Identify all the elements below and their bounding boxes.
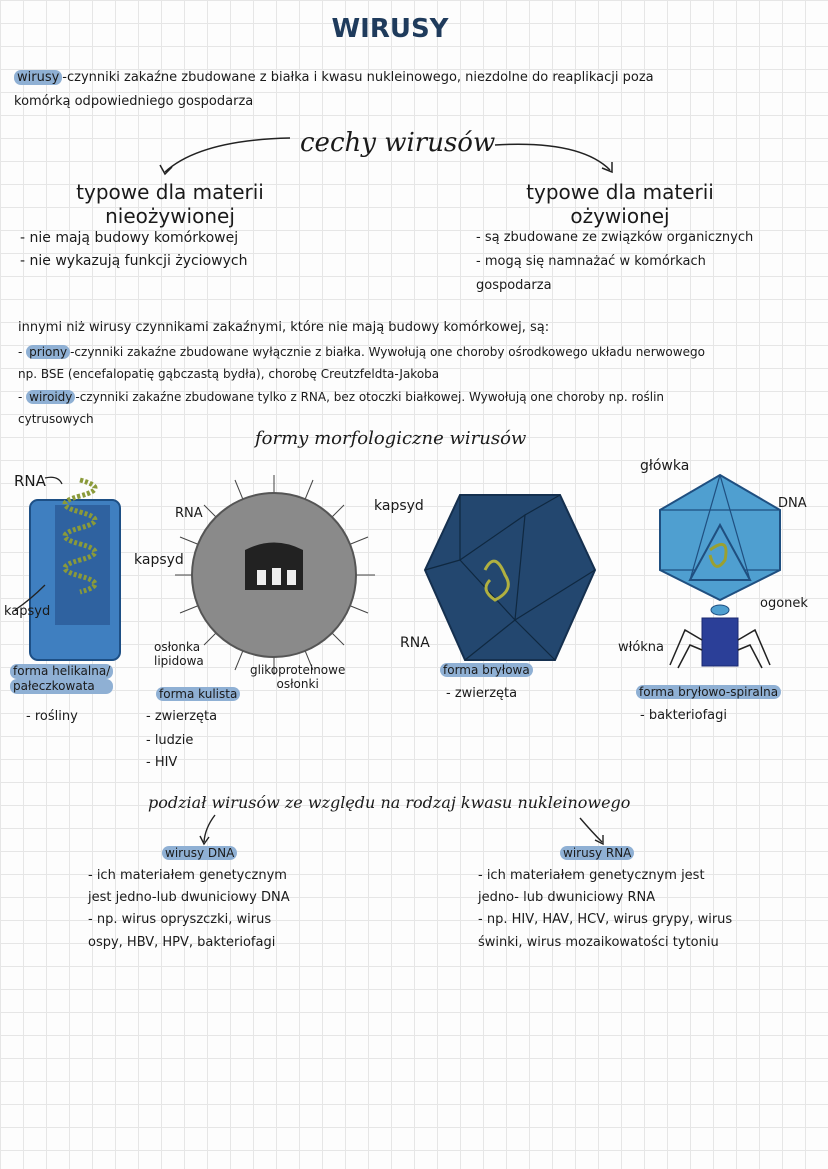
term-highlight: wirusy: [14, 70, 62, 85]
definition-line2: komórką odpowiedniego gospodarza: [14, 94, 254, 109]
envelope-line1: osłonka: [154, 640, 201, 654]
polyhedral-host: - zwierzęta: [446, 686, 518, 701]
page-title: WIRUSY: [331, 14, 449, 44]
glyco-line1: glikoproteinowe: [250, 663, 346, 677]
head-label: główka: [640, 458, 690, 474]
priony-line: - priony -czynniki zakaźne zbudowane wyłącznie z białka. Wywołują one choroby ośrodkowego układu nerwowego: [18, 345, 705, 359]
spherical-host: - ludzie: [146, 733, 194, 748]
dna-viruses-label: [162, 846, 237, 860]
helical-form-line2: pałeczkowata: [10, 679, 113, 694]
dna-line: - ich materiałem genetycznym: [88, 868, 287, 883]
right-heading-line1: typowe dla materii: [526, 180, 714, 204]
envelope-line2: lipidowa: [154, 654, 204, 668]
dna-line: ospy, HBV, HPV, bakteriofagi: [88, 935, 276, 950]
helical-host: - rośliny: [26, 709, 78, 724]
left-item: - nie mają budowy komórkowej: [20, 230, 239, 246]
rna-line: - ich materiałem genetycznym jest: [478, 868, 705, 883]
spherical-host: - HIV: [146, 755, 178, 770]
wiroidy-text: -czynniki zakaźne zbudowane tylko z RNA, bez otoczki białkowej. Wywołują one choroby np. roślin: [75, 390, 665, 404]
rna-viruses-text: wirusy RNA: [560, 846, 634, 860]
right-heading-line2: ożywionej: [570, 204, 670, 228]
glyco-line2: osłonki: [276, 677, 319, 691]
rna-line: - np. HIV, HAV, HCV, wirus grypy, wirus: [478, 912, 733, 927]
polyhedral-form-text: forma bryłowa: [440, 663, 533, 677]
wiroidy-line: - wiroidy -czynniki zakaźne zbudowane tylko z RNA, bez otoczki białkowej. Wywołują one choroby np. roślin: [18, 390, 665, 404]
wiroidy-highlight: wiroidy: [26, 390, 75, 404]
priony-line2: np. BSE (encefalopatię gąbczastą bydła), chorobę Creutzfeldta-Jakoba: [18, 367, 440, 381]
right-item: gospodarza: [476, 278, 552, 293]
rna-viruses-label: [560, 846, 634, 860]
rna-line: jedno- lub dwuniciowy RNA: [478, 890, 656, 905]
complex-form-text: forma bryłowo-spiralna: [636, 685, 781, 699]
complex-host: - bakteriofagi: [640, 708, 727, 723]
rna-line: świnki, wirus mozaikowatości tytoniu: [478, 935, 719, 950]
features-heading: cechy wirusów: [300, 128, 496, 158]
priony-highlight: priony: [26, 345, 70, 359]
helical-form-line1: forma helikalna/: [10, 664, 113, 679]
left-heading-line1: typowe dla materii: [76, 180, 264, 204]
dna-label: DNA: [778, 496, 807, 511]
right-item: - są zbudowane ze związków organicznych: [476, 230, 754, 245]
polyhedral-rna-label: RNA: [400, 635, 430, 651]
spherical-host: - zwierzęta: [146, 709, 218, 724]
left-heading-line2: nieożywionej: [105, 204, 235, 228]
helical-kapsyd-label: kapsyd: [4, 604, 51, 619]
left-item: - nie wykazują funkcji życiowych: [20, 253, 248, 269]
polyhedral-kapsyd-label: kapsyd: [374, 498, 424, 514]
dna-line: jest jedno-lub dwuniciowy DNA: [88, 890, 290, 905]
dna-line: - np. wirus opryszczki, wirus: [88, 912, 272, 927]
spherical-kapsyd-label: kapsyd: [134, 552, 184, 568]
helical-rna-label: RNA: [14, 472, 46, 490]
division-heading: podział wirusów ze względu na rodzaj kwasu nukleinowego: [148, 793, 631, 812]
right-item: - mogą się namnażać w komórkach: [476, 254, 706, 269]
tail-label: ogonek: [760, 596, 808, 611]
morphology-heading: formy morfologiczne wirusów: [255, 428, 527, 449]
dna-viruses-text: wirusy DNA: [162, 846, 237, 860]
spherical-form-text: forma kulista: [156, 687, 240, 701]
wiroidy-line2: cytrusowych: [18, 412, 94, 426]
spherical-rna-label: RNA: [175, 506, 203, 521]
other-intro: innymi niż wirusy czynnikami zakaźnymi, które nie mają budowy komórkowej, są:: [18, 320, 550, 335]
definition-text: -czynniki zakaźne zbudowane z białka i kwasu nukleinowego, niezdolne do reaplikacji poza: [62, 70, 654, 85]
priony-text: -czynniki zakaźne zbudowane wyłącznie z białka. Wywołują one choroby ośrodkowego układu nerwowego: [70, 345, 705, 359]
fibers-label: włókna: [618, 640, 665, 655]
